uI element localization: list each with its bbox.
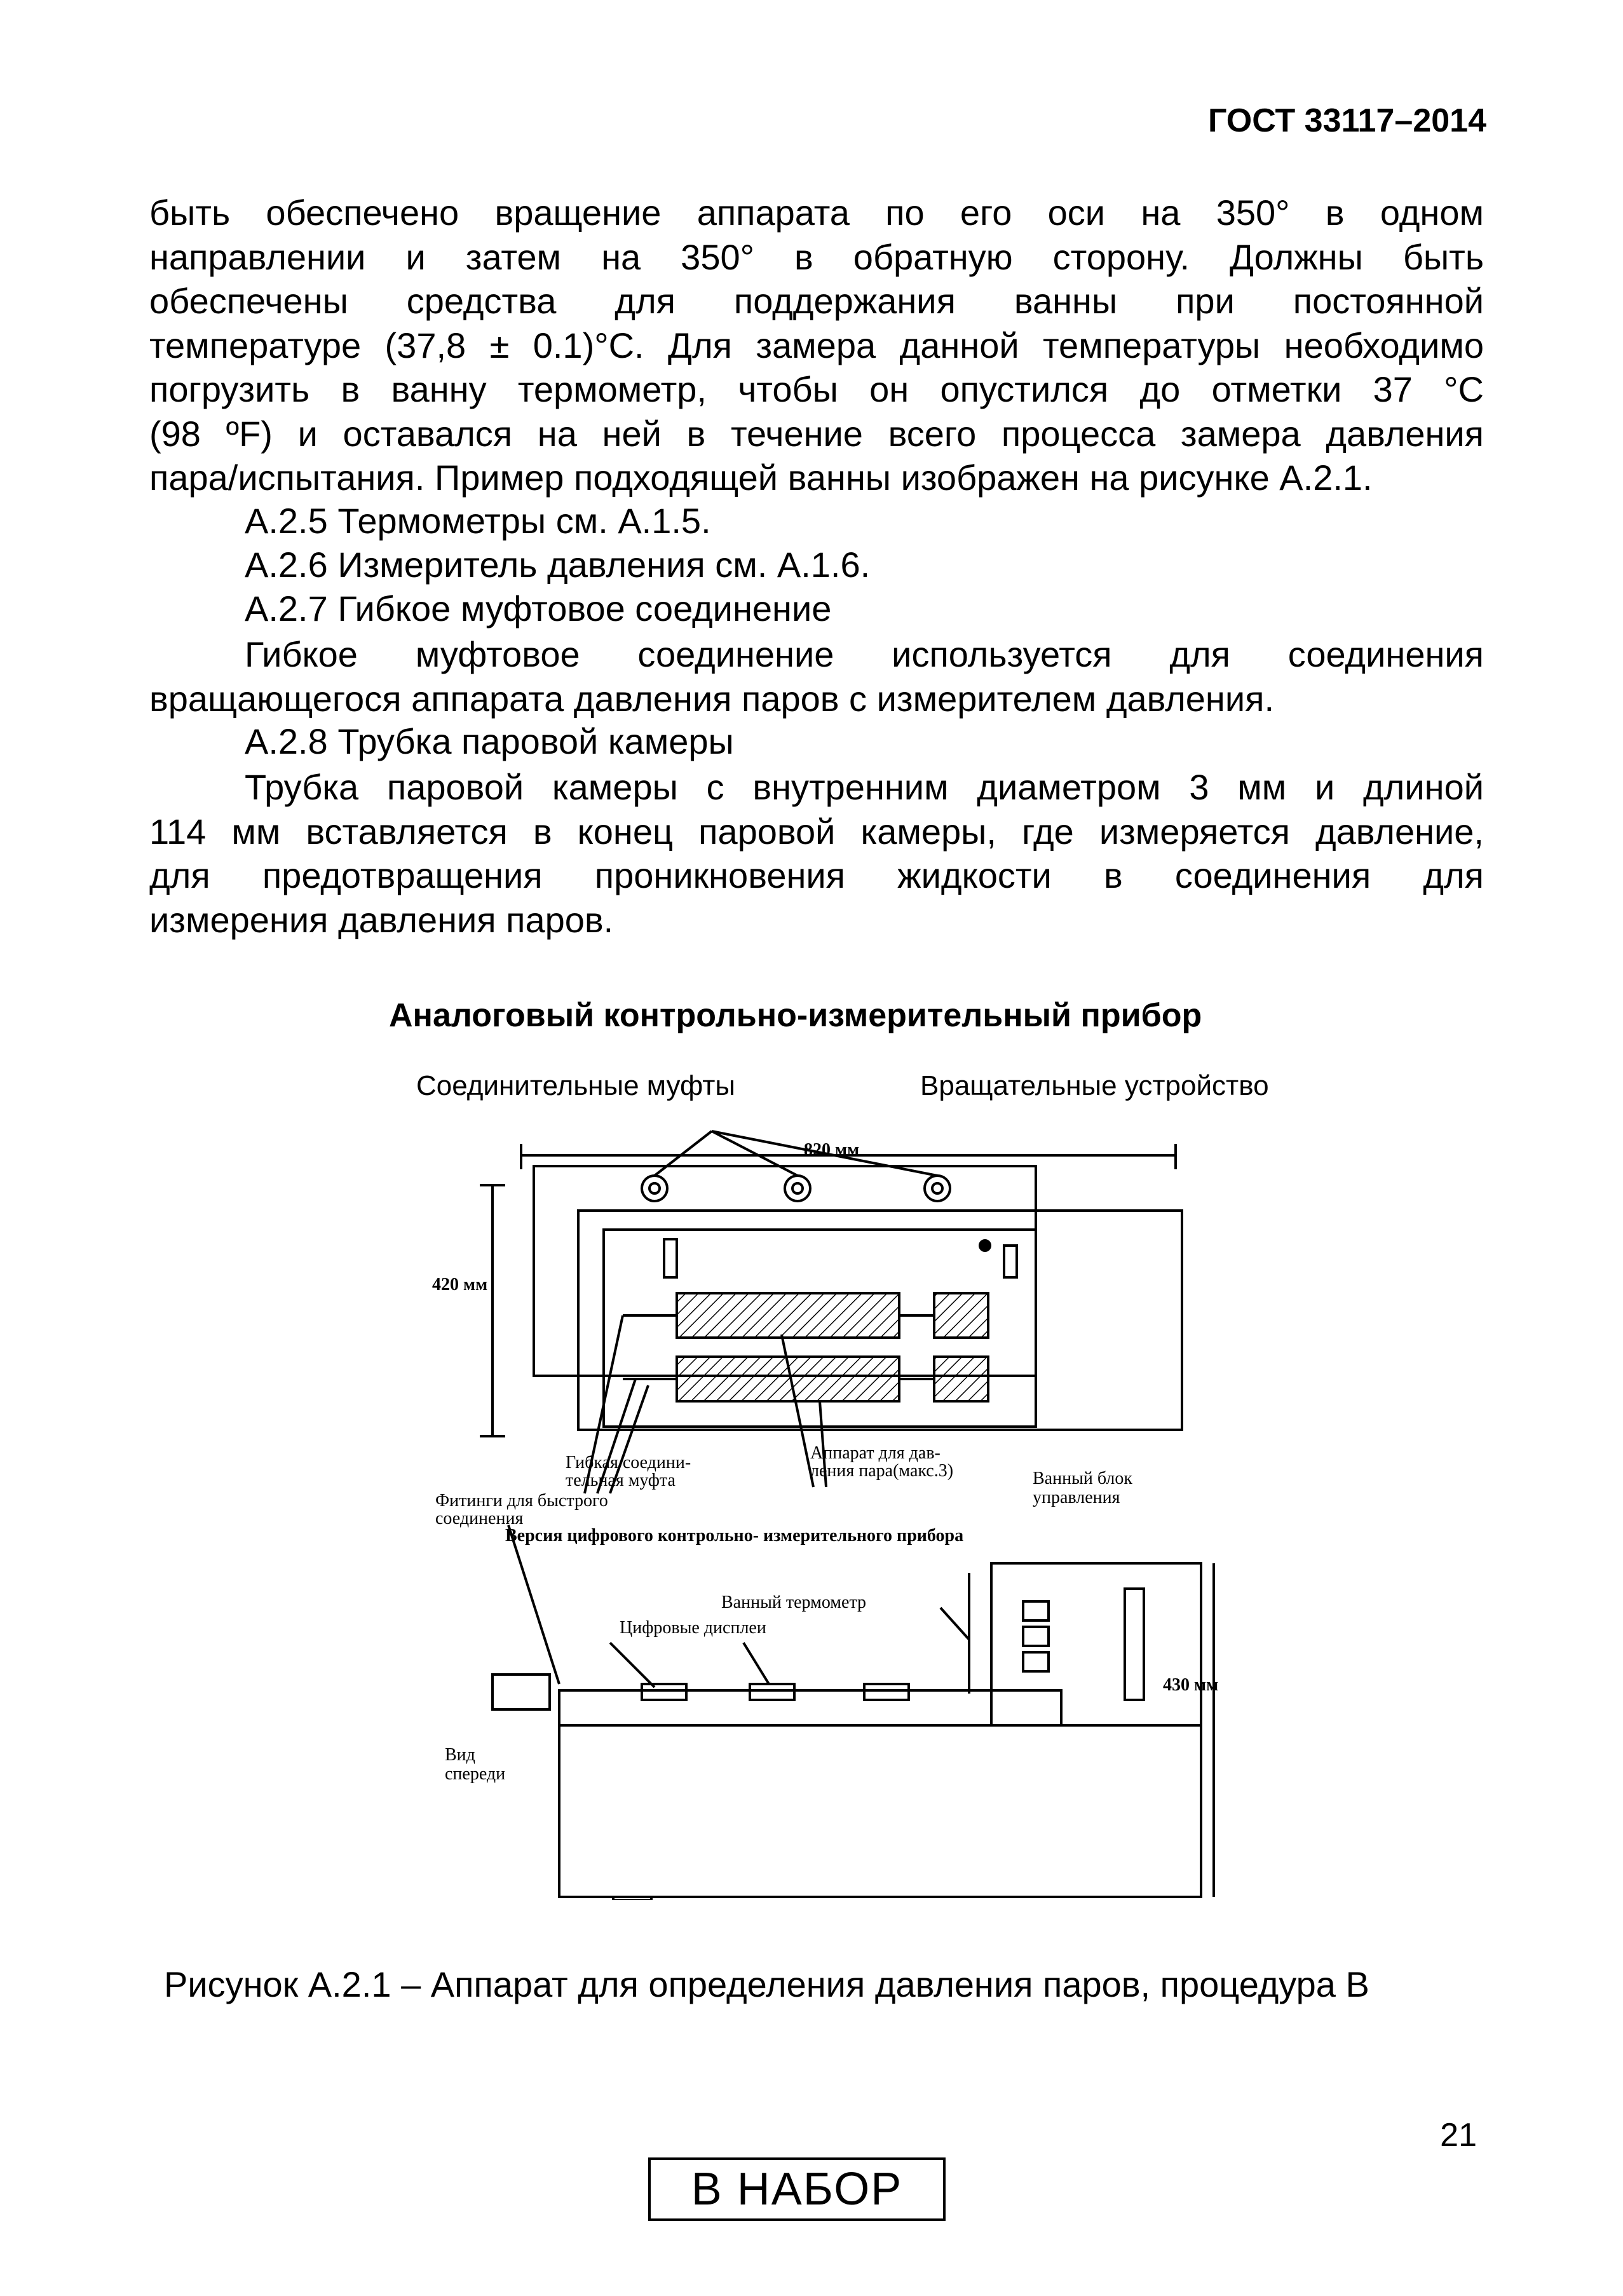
text-line: измерения давления паров. bbox=[149, 899, 614, 940]
text-line: (98 ºF) и оставался на ней в течение всего процесса замера давления bbox=[149, 413, 1484, 454]
label-couplings: Соединительные муфты bbox=[416, 1070, 736, 1101]
apparatus-diagram bbox=[432, 1118, 1233, 1900]
digital-displays-label: Цифровые дисплеи bbox=[620, 1618, 766, 1638]
text-line: для предотвращения проникновения жидкости в соединения для bbox=[149, 855, 1484, 895]
bath-control-label-1: Ванный блок bbox=[1033, 1469, 1132, 1488]
text-line: Гибкое муфтовое соединение используется для соединения bbox=[245, 634, 1484, 674]
label-rotator: Вращательные устройство bbox=[920, 1070, 1269, 1101]
section-a26: А.2.6 Измеритель давления см. А.1.6. bbox=[245, 545, 871, 585]
page-number: 21 bbox=[1440, 2117, 1477, 2154]
dim-width-label: 820 мм bbox=[804, 1140, 860, 1160]
stamp-box: В НАБОР bbox=[648, 2157, 946, 2221]
text-line: температуре (37,8 ± 0.1)°С. Для замера данной температуры необходимо bbox=[149, 325, 1484, 365]
figure-title: Аналоговый контрольно-измерительный прибор bbox=[389, 997, 1202, 1034]
paragraph-bath bbox=[149, 191, 1484, 500]
section-a27: А.2.7 Гибкое муфтовое соединение bbox=[245, 588, 832, 628]
paragraph-coupling bbox=[149, 632, 1484, 721]
apparatus-label-1: Аппарат для дав- bbox=[810, 1443, 941, 1463]
bath-thermometer-label: Ванный термометр bbox=[721, 1593, 867, 1612]
text-line: быть обеспечено вращение аппарата по его оси на 350° в одном bbox=[149, 193, 1484, 233]
text-line: пара/испытания. Пример подходящей ванны изображен на рисунке А.2.1. bbox=[149, 458, 1373, 498]
flex-coupling-label-2: тельная муфта bbox=[566, 1471, 676, 1490]
front-view-label-2: спереди bbox=[445, 1764, 506, 1784]
text-line: 114 мм вставляется в конец паровой камеры, где измеряется давление, bbox=[149, 811, 1484, 852]
dim-height-label: 420 мм bbox=[432, 1275, 488, 1294]
paragraph-tube bbox=[149, 765, 1484, 942]
text-line: Трубка паровой камеры с внутренним диаметром 3 мм и длиной bbox=[245, 767, 1484, 807]
fittings-label-1: Фитинги для быстрого bbox=[435, 1491, 608, 1511]
dim-height2-label: 430 мм bbox=[1163, 1675, 1219, 1695]
document-header: ГОСТ 33117–2014 bbox=[1207, 102, 1486, 139]
text-line: вращающегося аппарата давления паров с измерителем давления. bbox=[149, 678, 1275, 719]
digital-version-label: Версия цифрового контрольно- измерительного прибора bbox=[505, 1526, 964, 1545]
front-view-label-1: Вид bbox=[445, 1745, 475, 1765]
text-line: направлении и затем на 350° в обратную сторону. Должны быть bbox=[149, 236, 1484, 277]
fittings-label-2: соединения bbox=[435, 1509, 524, 1528]
text-line: обеспечены средства для поддержания ванны при постоянной bbox=[149, 281, 1484, 321]
section-a25: А.2.5 Термометры см. А.1.5. bbox=[245, 501, 711, 541]
bath-control-label-2: управления bbox=[1033, 1488, 1120, 1507]
section-a28: А.2.8 Трубка паровой камеры bbox=[245, 721, 734, 761]
flex-coupling-label-1: Гибкая соедини- bbox=[566, 1453, 691, 1472]
apparatus-label-2: ления пара(макс.3) bbox=[810, 1461, 954, 1481]
figure-caption: Рисунок А.2.1 – Аппарат для определения давления паров, процедура В bbox=[164, 1964, 1369, 2004]
text-line: погрузить в ванну термометр, чтобы он опустился до отметки 37 °С bbox=[149, 369, 1484, 409]
